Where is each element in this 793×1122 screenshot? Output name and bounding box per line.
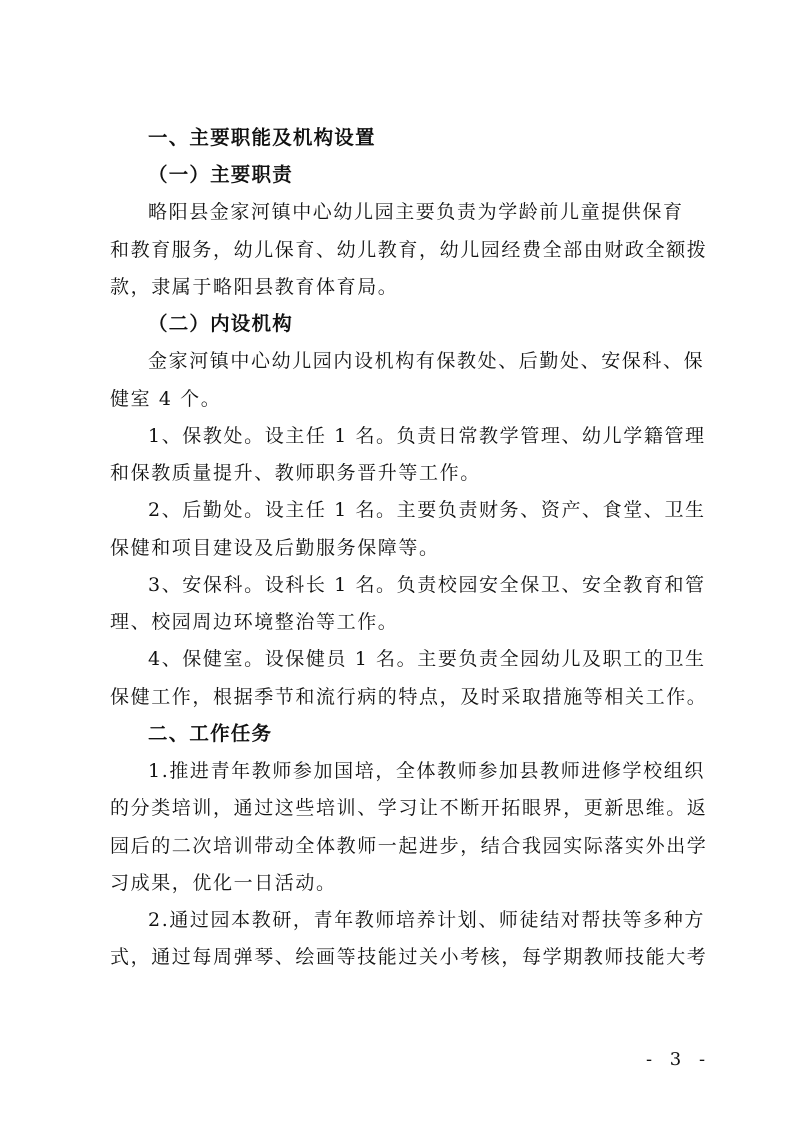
paragraph-line: 健室 4 个。	[110, 388, 222, 410]
paragraph-line: 款，隶属于略阳县教育体育局。	[110, 276, 399, 298]
section-heading-work-tasks: 二、工作任务	[148, 722, 273, 745]
paragraph-line: 保健和项目建设及后勤服务保障等。	[110, 537, 440, 559]
paragraph-line: 的分类培训，通过这些培训、学习让不断开拓眼界，更新思维。返	[110, 797, 708, 819]
paragraph-line: 4、保健室。设保健员 1 名。主要负责全园幼儿及职工的卫生	[148, 648, 706, 670]
paragraph-line: 1、保教处。设主任 1 名。负责日常教学管理、幼儿学籍管理	[148, 425, 706, 447]
subsection-heading-main-duties: （一）主要职责	[148, 163, 293, 186]
paragraph-line: 和保教质量提升、教师职务晋升等工作。	[110, 462, 481, 484]
page-number: - 3 -	[646, 1049, 712, 1070]
paragraph-line: 金家河镇中心幼儿园内设机构有保教处、后勤处、安保科、保	[148, 350, 705, 372]
paragraph-line: 2.通过园本教研，青年教师培养计划、师徒结对帮扶等多种方	[148, 909, 705, 931]
section-heading-main-functions: 一、主要职能及机构设置	[148, 126, 376, 149]
subsection-heading-internal-institutions: （二）内设机构	[148, 312, 293, 335]
paragraph-line: 3、安保科。设科长 1 名。负责校园安全保卫、安全教育和管	[148, 574, 706, 596]
paragraph-line: 保健工作，根据季节和流行病的特点，及时采取措施等相关工作。	[110, 686, 708, 708]
paragraph-line: 园后的二次培训带动全体教师一起进步，结合我园实际落实外出学	[110, 835, 708, 857]
paragraph-line: 式，通过每周弹琴、绘画等技能过关小考核，每学期教师技能大考	[110, 946, 708, 968]
paragraph-line: 理、校园周边环境整治等工作。	[110, 611, 399, 633]
paragraph-line: 2、后勤处。设主任 1 名。主要负责财务、资产、食堂、卫生	[148, 499, 706, 521]
paragraph-line: 习成果，优化一日活动。	[110, 872, 337, 894]
paragraph-line: 略阳县金家河镇中心幼儿园主要负责为学龄前儿童提供保育	[148, 201, 684, 223]
paragraph-line: 1.推进青年教师参加国培，全体教师参加县教师进修学校组织	[148, 760, 705, 782]
paragraph-line: 和教育服务，幼儿保育、幼儿教育，幼儿园经费全部由财政全额拨	[110, 239, 708, 261]
